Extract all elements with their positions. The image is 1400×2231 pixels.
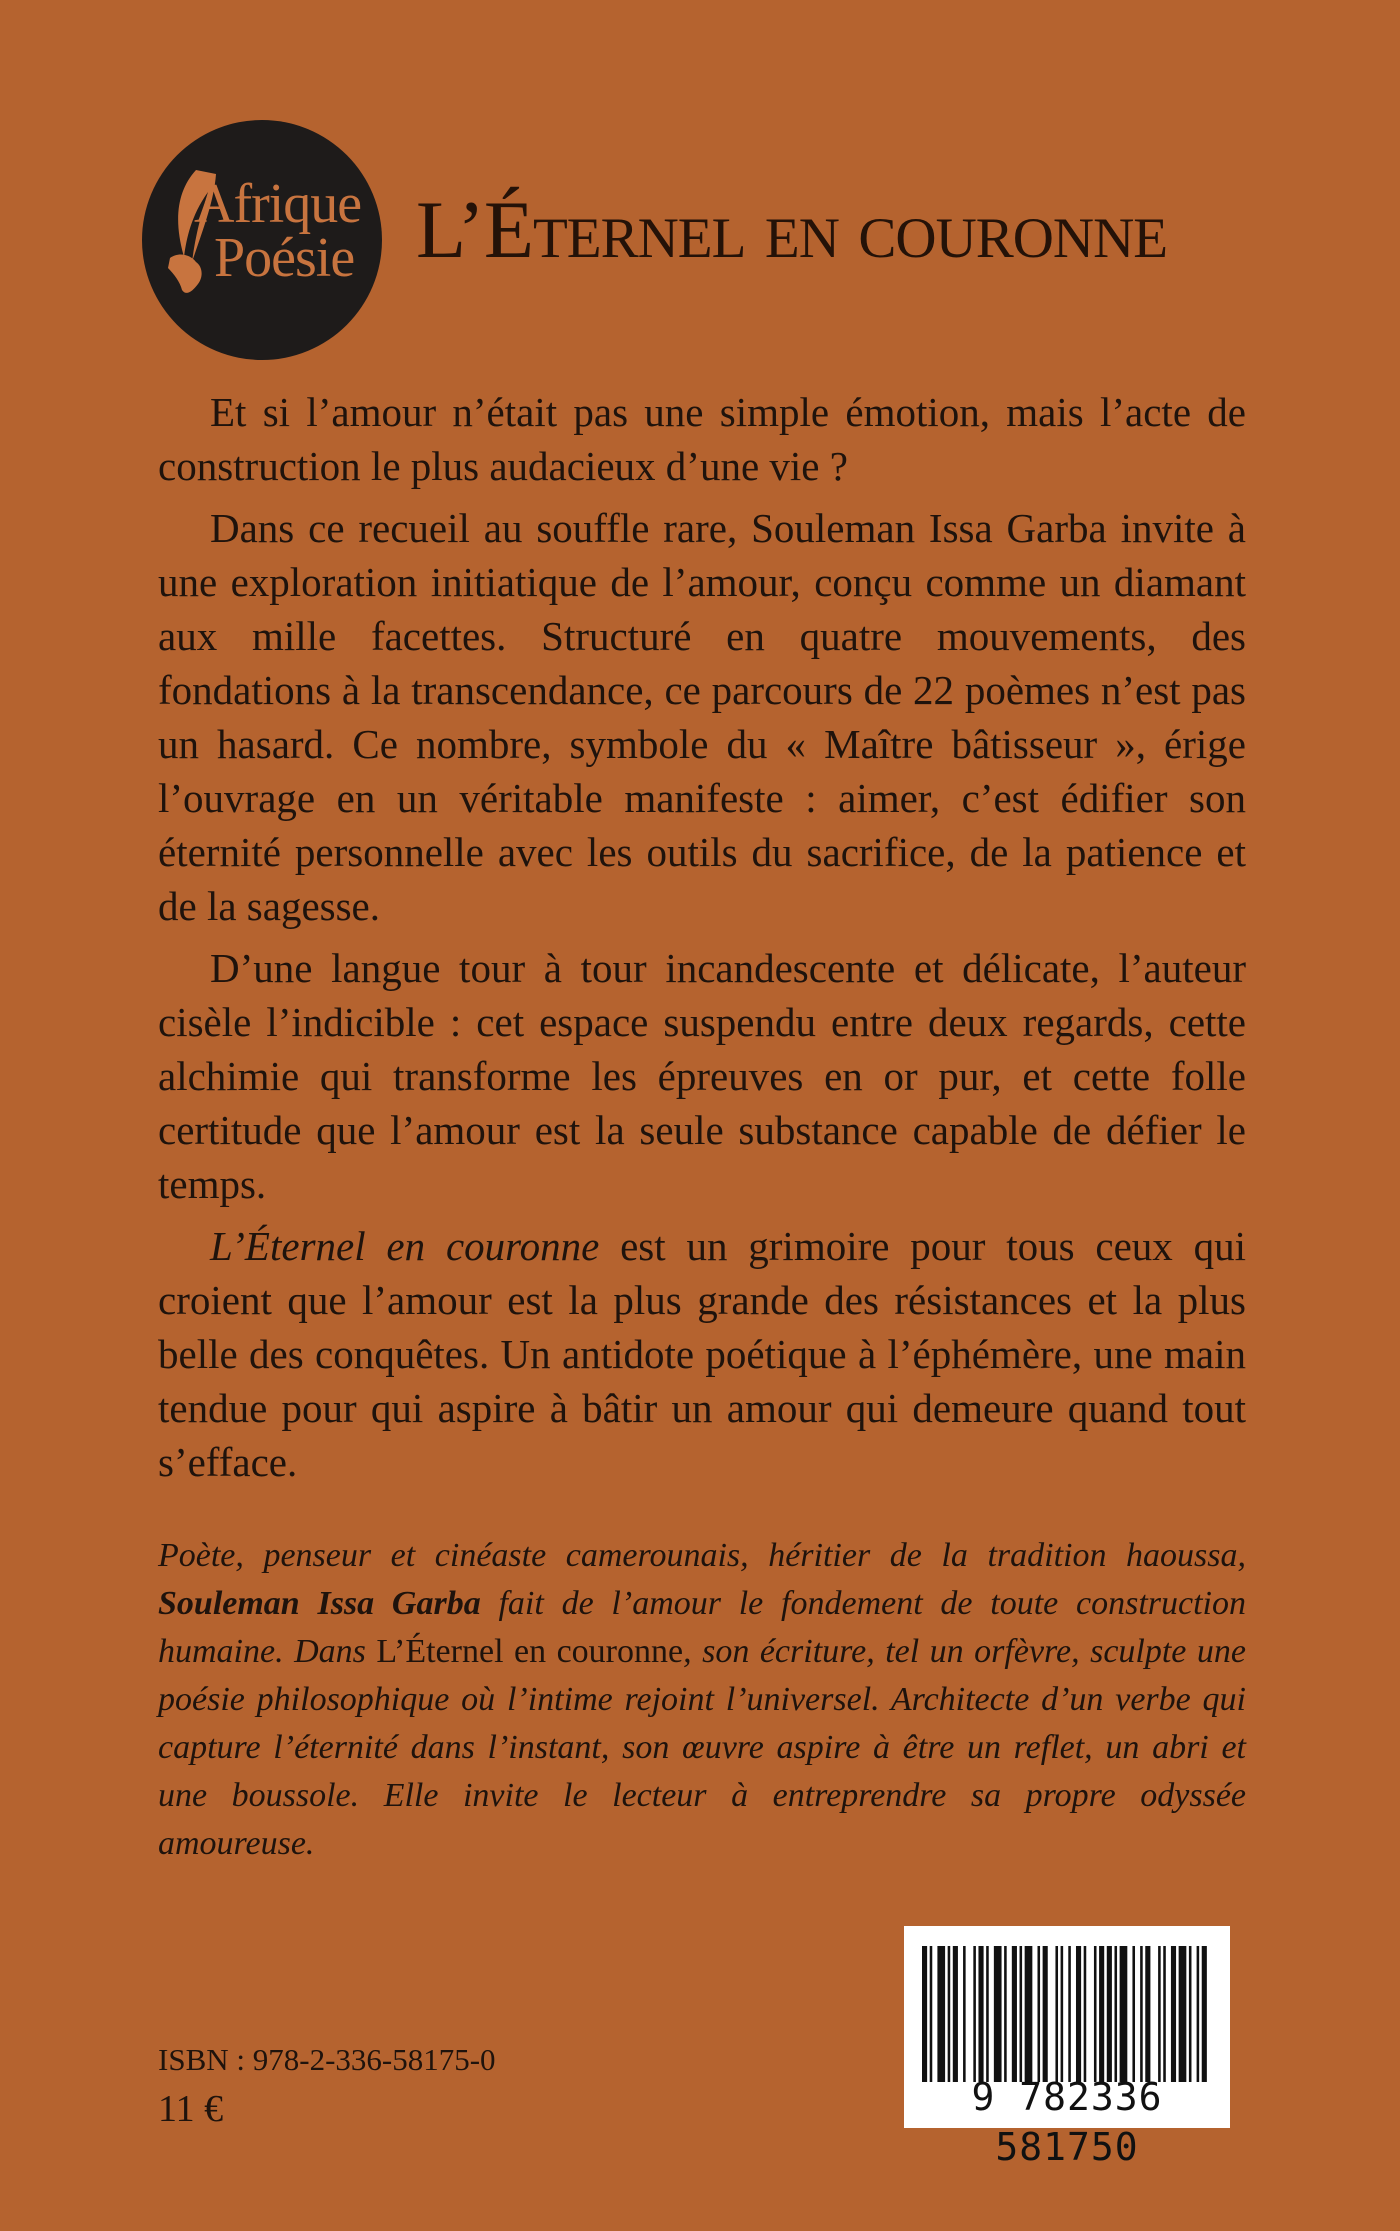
barcode-bar <box>1163 1946 1166 2082</box>
blurb-paragraph-4-text: est un grimoire pour tous ceux qui croient que l’amour est la plus grande des résistances et la plus belle des conquêtes. Un antidote poétique à l’éphémère, une main tendue pour qui aspire à bâtir un amour qui demeure quand tout s’efface. <box>158 1223 1247 1485</box>
barcode-bar <box>937 1946 945 2082</box>
barcode-bar <box>1004 1946 1007 2082</box>
barcode-bar <box>1140 1946 1143 2082</box>
logo-line-poesie: Poésie <box>214 227 355 289</box>
barcode-bar <box>963 1946 966 2082</box>
price: 11 € <box>158 2088 224 2130</box>
barcode-bar <box>953 1946 958 2082</box>
publisher-logo <box>142 120 382 360</box>
blurb-paragraph-2: Dans ce recueil au souffle rare, Souleman Issa Garba invite à une exploration initiatique de l’amour, conçu comme un diamant aux mille facettes. Structuré en quatre mouvements, des fondations à la transcendance, ce parcours de 22 poèmes n’est pas un hasard. Ce nombre, symbole du « Maître bâtisseur », érige l’ouvrage en un véritable manifeste : aimer, c’est édifier son éternité personnelle avec les outils du sacrifice, de la patience et de la sagesse. <box>158 505 1246 929</box>
blurb-paragraph-1: Et si l’amour n’était pas une simple émotion, mais l’acte de construction le plus audacieux d’une vie ? <box>158 389 1246 489</box>
blurb-book-title: L’Éternel en couronne <box>210 1223 600 1269</box>
barcode-bars <box>922 1946 1212 2082</box>
barcode-bar <box>1158 1946 1161 2082</box>
blurb-paragraph-4 <box>158 1219 1246 1489</box>
barcode-bar <box>1084 1946 1087 2082</box>
barcode-bar <box>978 1946 983 2082</box>
bio-part-2: fait de l’amour le fondement de toute construction humaine. Dans <box>158 1585 1246 1670</box>
barcode-bar <box>1099 1946 1104 2082</box>
barcode-bar <box>1107 1946 1112 2082</box>
barcode-bar <box>1179 1946 1187 2082</box>
barcode-bar <box>1025 1946 1033 2082</box>
blurb-paragraph-3: D’une langue tour à tour incandescente et délicate, l’auteur cisèle l’indicible : cet espace suspendu entre deux regards, cette alchimie qui transforme les épreuves en or pur, et cette folle certitude que l’amour est la seule substance capable de défier le temps. <box>158 945 1246 1207</box>
back-cover-blurb <box>158 385 1246 1497</box>
barcode-bar <box>1132 1946 1135 2082</box>
barcode-bar <box>1094 1946 1097 2082</box>
barcode-bar <box>1068 1946 1071 2082</box>
barcode-bar <box>973 1946 976 2082</box>
barcode-bar <box>948 1946 951 2082</box>
barcode-bar <box>1197 1946 1200 2082</box>
barcode-number: 9 782336 581750 <box>971 2075 1163 2169</box>
barcode-bar <box>1114 1946 1117 2082</box>
barcode-bar <box>930 1946 933 2082</box>
barcode-bar <box>1061 1946 1064 2082</box>
barcode-bar <box>1043 1946 1048 2082</box>
author-name: Souleman Issa Garba <box>158 1585 481 1622</box>
barcode-bar <box>1120 1946 1128 2082</box>
barcode-bar <box>1037 1946 1040 2082</box>
barcode-bar <box>1055 1946 1058 2082</box>
barcode-bar <box>1076 1946 1081 2082</box>
author-bio <box>158 1532 1246 1868</box>
bio-part-3: , son écriture, tel un orfèvre, sculpte une poésie philosophique où l’intime rejoint l’universel. Architecte d’un verbe qui capture l’éternité dans l’instant, son œuvre aspire à être un reflet, un abri et une boussole. Elle invite le lecteur à entreprendre sa propre odyssée amoureuse. <box>158 1633 1246 1862</box>
logo-line-afrique: Afrique <box>194 173 362 235</box>
barcode-bar <box>994 1946 1002 2082</box>
barcode-bar <box>1145 1946 1150 2082</box>
barcode <box>904 1926 1230 2169</box>
barcode-bar <box>1012 1946 1017 2082</box>
barcode-bar <box>1202 1946 1207 2082</box>
barcode-bar <box>922 1946 927 2082</box>
bio-book-title: L’Éternel en couronne <box>376 1633 684 1670</box>
barcode-bar <box>1171 1946 1176 2082</box>
barcode-bar <box>1189 1946 1192 2082</box>
book-title: L’Éternel en couronne <box>416 184 1168 275</box>
barcode-bar <box>986 1946 989 2082</box>
isbn: ISBN : 978-2-336-58175-0 <box>158 2042 496 2077</box>
barcode-bar <box>1020 1946 1023 2082</box>
bio-part-1: Poète, penseur et cinéaste camerounais, héritier de la tradition haoussa, <box>158 1537 1246 1574</box>
